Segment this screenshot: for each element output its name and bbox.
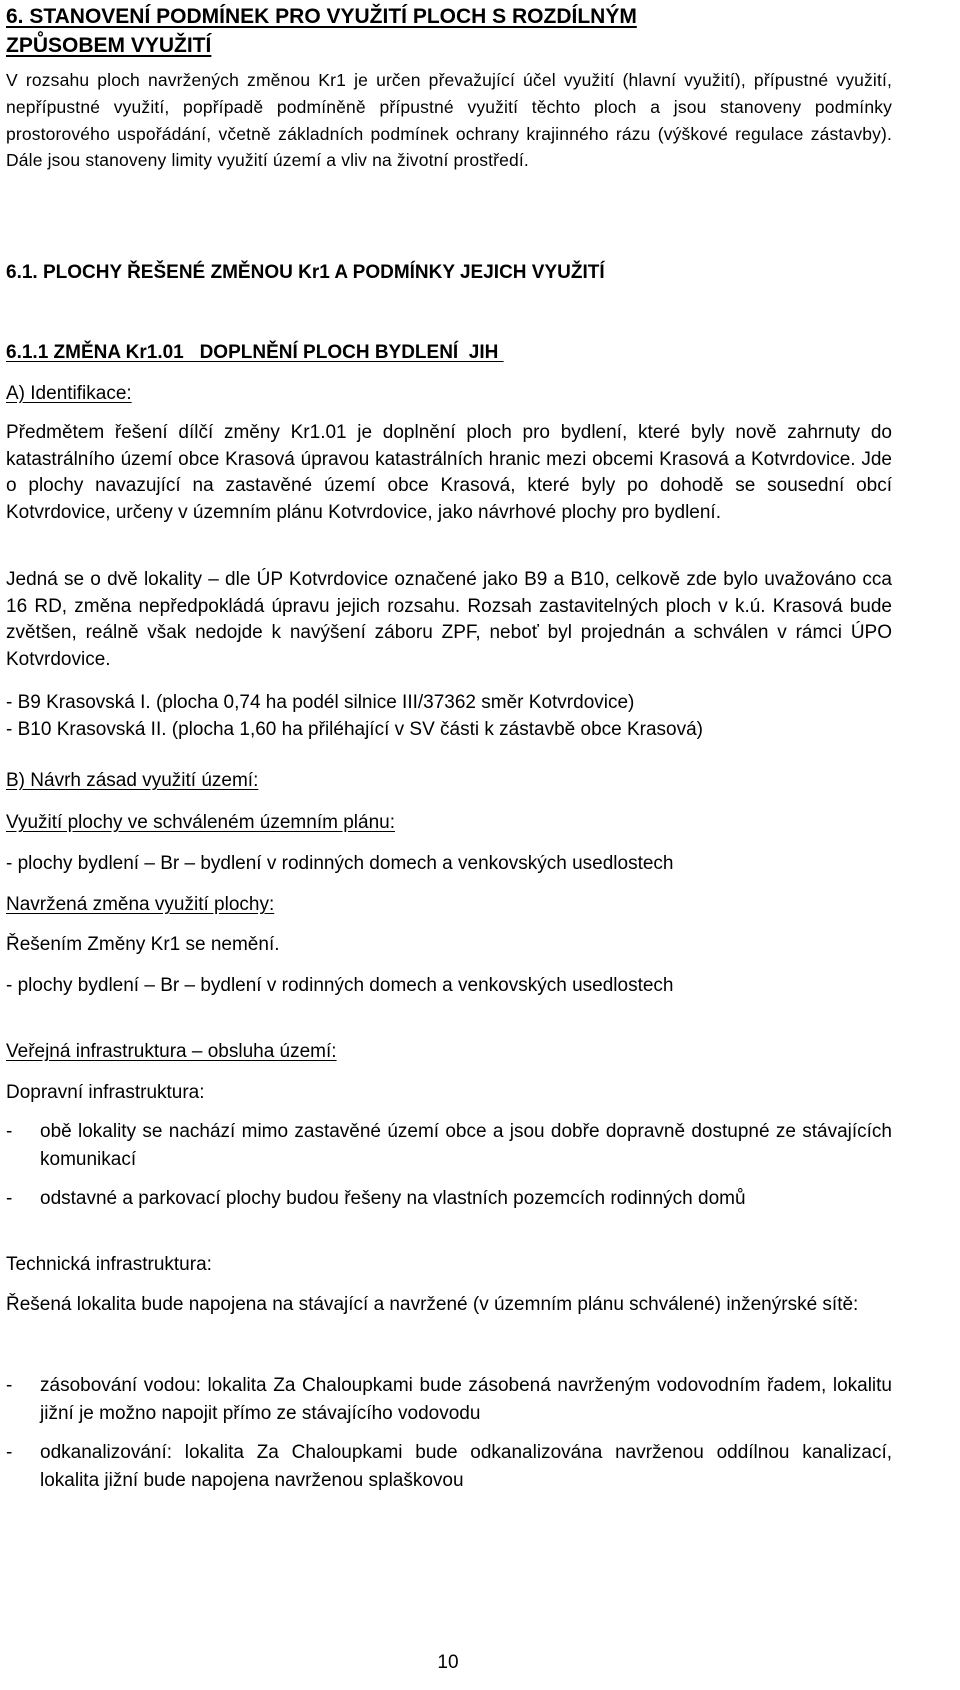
- vyuziti-plochy-label: Využití plochy ve schváleném územním plánu:: [6, 812, 395, 833]
- verejna-infrastruktura-label: Veřejná infrastruktura – obsluha území:: [6, 1041, 337, 1062]
- intro-paragraph: V rozsahu ploch navržených změnou Kr1 je určen převažující účel využití (hlavní využití), přípustné využití, nepřípustné využití, popřípadě podmíněně přípustné využití těchto ploch a jsou stanoveny podmínky prostorového uspořádání, včetně základních podmínek ochrany krajinného rázu (výškové regulace zástavby). Dále jsou stanoveny limity využití území a vliv na životní prostředí.: [6, 70, 892, 171]
- list-item-text: odkanalizování: lokalita Za Chaloupkami bude odkanalizována navrženou oddílnou kanalizací, lokalita jižní bude napojena navrženou splaškovou: [40, 1442, 892, 1491]
- page-number: 10: [437, 1652, 459, 1673]
- identifikace-label: A) Identifikace:: [6, 383, 132, 404]
- list-dash: -: [6, 1442, 13, 1463]
- list-item: [6, 1439, 892, 1494]
- navrh-zasad-label: B) Návrh zásad využití území:: [6, 770, 259, 791]
- identifikace-paragraph-2: Jedná se o dvě lokality – dle ÚP Kotvrdovice označené jako B9 a B10, celkově zde bylo uvažováno cca 16 RD, změna nepředpokládá úpravu jejich rozsahu. Rozsah zastavitelných ploch v k.ú. Krasová bude zvětšen, reálně však nedojde k navýšení záboru ZPF, neboť byl projednán a schválen v rámci ÚPO Kotvrdovice.: [6, 569, 892, 670]
- navrzena-zmena-value: - plochy bydlení – Br – bydlení v rodinných domech a venkovských usedlostech: [6, 975, 674, 996]
- chapter-heading-line2: ZPŮSOBEM VYUŽITÍ: [6, 34, 212, 57]
- section-heading-6-1: 6.1. PLOCHY ŘEŠENÉ ZMĚNOU Kr1 A PODMÍNKY JEJICH VYUŽITÍ: [6, 262, 605, 283]
- list-dash: -: [6, 1375, 13, 1396]
- list-item-text: zásobování vodou: lokalita Za Chaloupkami bude zásobená navrženým vodovodním řadem, lokalitu jižní je možno napojit přímo ze stávajícího vodovodu: [40, 1375, 892, 1424]
- list-dash: -: [6, 1188, 13, 1209]
- technicka-infrastruktura-label: Technická infrastruktura:: [6, 1254, 212, 1275]
- subsection-heading-6-1-1: 6.1.1 ZMĚNA Kr1.01 DOPLNĚNÍ PLOCH BYDLENÍ JIH: [6, 342, 504, 363]
- locality-b10: - B10 Krasovská II. (plocha 1,60 ha přiléhající v SV části k zástavbě obce Krasová): [6, 719, 704, 740]
- navrzena-zmena-text: Řešením Změny Kr1 se nemění.: [6, 934, 280, 955]
- list-item-text: odstavné a parkovací plochy budou řešeny na vlastních pozemcích rodinných domů: [40, 1188, 746, 1209]
- chapter-heading: [6, 2, 637, 60]
- list-item: [6, 1185, 892, 1213]
- chapter-heading-line1: 6. STANOVENÍ PODMÍNEK PRO VYUŽITÍ PLOCH S ROZDÍLNÝM: [6, 5, 637, 28]
- locality-b9: - B9 Krasovská I. (plocha 0,74 ha podél silnice III/37362 směr Kotvrdovice): [6, 692, 635, 713]
- list-item: [6, 1118, 892, 1173]
- identifikace-paragraph-1: Předmětem řešení dílčí změny Kr1.01 je doplnění ploch pro bydlení, které byly nově zahrnuty do katastrálního území obce Krasová úpravou katastrálních hranic mezi obcemi Krasová a Kotvrdovice. Jde o plochy navazující na zastavěné území obce Krasová, které byly po dohodě se sousední obcí Kotvrdovice, určeny v územním plánu Kotvrdovice, jako návrhové plochy pro bydlení.: [6, 422, 892, 523]
- list-item: [6, 1372, 892, 1427]
- navrzena-zmena-label: Navržená změna využití plochy:: [6, 894, 275, 915]
- list-dash: -: [6, 1121, 13, 1142]
- dopravni-infrastruktura-label: Dopravní infrastruktura:: [6, 1082, 205, 1103]
- list-item-text: obě lokality se nachází mimo zastavěné území obce a jsou dobře dopravně dostupné ze stávajících komunikací: [40, 1121, 892, 1170]
- vyuziti-plochy-value: - plochy bydlení – Br – bydlení v rodinných domech a venkovských usedlostech: [6, 853, 674, 874]
- technicka-infrastruktura-text: Řešená lokalita bude napojena na stávající a navržené (v územním plánu schválené) inženýrské sítě:: [6, 1294, 859, 1315]
